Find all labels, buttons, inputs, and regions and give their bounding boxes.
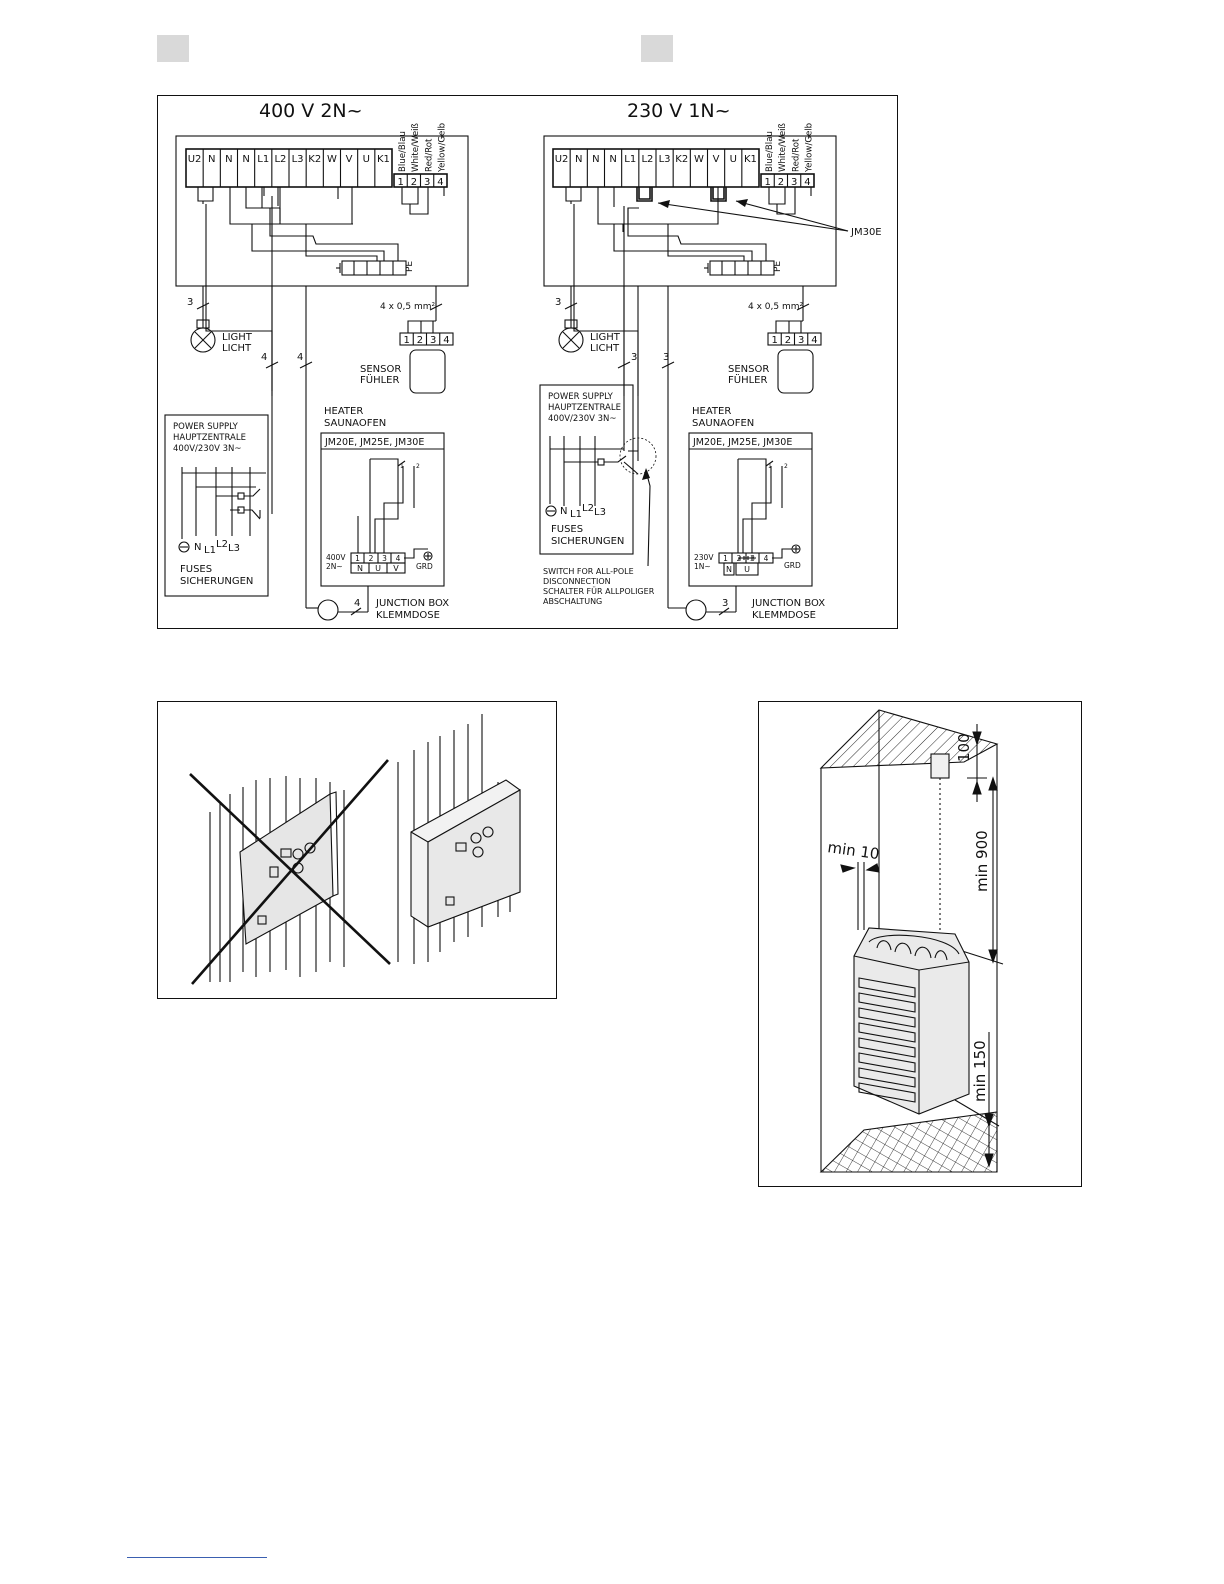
svg-text:HEATER: HEATER <box>692 406 732 417</box>
svg-text:LIGHT: LIGHT <box>590 332 620 343</box>
svg-text:N: N <box>194 542 202 553</box>
svg-text:FÜHLER: FÜHLER <box>728 375 768 386</box>
section-marker-left <box>157 35 189 62</box>
svg-text:2N~: 2N~ <box>326 562 343 571</box>
terminal-label: V <box>345 154 353 165</box>
svg-text:SENSOR: SENSOR <box>360 364 402 375</box>
svg-text:4 x 0,5 mm²: 4 x 0,5 mm² <box>380 302 436 312</box>
small-terminal-label: 2 <box>416 335 424 346</box>
small-terminal-label: 4 <box>811 335 818 346</box>
svg-text:POWER SUPPLY: POWER SUPPLY <box>173 422 238 432</box>
terminal-label: K2 <box>308 154 322 165</box>
svg-text:4: 4 <box>297 352 304 363</box>
small-terminal-label: 3 <box>797 335 805 346</box>
terminal-label: L1 <box>624 154 637 165</box>
terminal-label: U2 <box>554 154 569 165</box>
svg-text:HAUPTZENTRALE: HAUPTZENTRALE <box>173 433 246 443</box>
wiring-400v <box>165 100 468 621</box>
svg-text:SCHALTER FÜR ALLPOLIGER: SCHALTER FÜR ALLPOLIGER <box>543 587 655 596</box>
terminal-label: W <box>326 154 337 165</box>
svg-text:2: 2 <box>416 463 420 470</box>
heater-terminal-label: 1 <box>355 554 360 563</box>
terminal-label: K1 <box>376 154 390 165</box>
terminal-label: L1 <box>257 154 270 165</box>
wire-color-label: Yellow/Gelb <box>437 122 448 172</box>
svg-text:400V: 400V <box>326 553 346 562</box>
small-terminal-label: 1 <box>397 177 404 188</box>
left-pe-block <box>336 261 415 275</box>
svg-text:HAUPTZENTRALE: HAUPTZENTRALE <box>548 403 621 413</box>
right-pe-block <box>704 261 783 275</box>
svg-text:JUNCTION BOX: JUNCTION BOX <box>376 598 450 609</box>
svg-text:3: 3 <box>722 598 729 609</box>
right-junction-box <box>686 600 706 620</box>
heater-terminal-label: 4 <box>763 554 769 563</box>
heater-terminal-label: 1 <box>723 554 728 563</box>
svg-text:1: 1 <box>768 463 772 470</box>
svg-text:KLEMMDOSE: KLEMMDOSE <box>376 610 440 621</box>
small-terminal-label: 1 <box>403 335 410 346</box>
small-terminal-label: 4 <box>437 177 444 188</box>
right-title: 230 V 1N~ <box>627 100 731 122</box>
svg-text:4: 4 <box>354 598 361 609</box>
terminal-label: L2 <box>274 154 287 165</box>
svg-text:400V/230V 3N~: 400V/230V 3N~ <box>173 444 242 454</box>
svg-text:DISCONNECTION: DISCONNECTION <box>543 577 611 586</box>
svg-text:GRD: GRD <box>416 562 433 571</box>
terminal-label: N <box>208 154 216 165</box>
jumper-label: JM30E <box>851 227 882 238</box>
small-terminal-label: 1 <box>771 335 778 346</box>
svg-text:KLEMMDOSE: KLEMMDOSE <box>752 610 816 621</box>
small-terminal-label: 2 <box>777 177 785 188</box>
heater-terminal-label: 3 <box>750 554 755 563</box>
svg-text:PE: PE <box>405 260 415 272</box>
terminal-label: K1 <box>743 154 757 165</box>
svg-text:N: N <box>560 506 568 517</box>
terminal-label: N <box>225 154 233 165</box>
svg-text:SAUNAOFEN: SAUNAOFEN <box>692 418 755 429</box>
small-terminal-label: 3 <box>423 177 431 188</box>
svg-text:LIGHT: LIGHT <box>222 332 252 343</box>
svg-text:SENSOR: SENSOR <box>728 364 770 375</box>
svg-text:3: 3 <box>663 352 670 363</box>
terminal-label: N <box>242 154 250 165</box>
svg-text:L2: L2 <box>216 539 228 550</box>
svg-text:L1: L1 <box>204 545 216 556</box>
terminal-label: K2 <box>675 154 689 165</box>
svg-text:SAUNAOFEN: SAUNAOFEN <box>324 418 387 429</box>
svg-text:2: 2 <box>784 463 788 470</box>
svg-text:SICHERUNGEN: SICHERUNGEN <box>180 576 254 587</box>
svg-text:400V/230V 3N~: 400V/230V 3N~ <box>548 414 617 424</box>
small-terminal-label: 4 <box>804 177 811 188</box>
small-terminal-label: 2 <box>410 177 418 188</box>
svg-text:ABSCHALTUNG: ABSCHALTUNG <box>543 597 603 606</box>
svg-text:JM20E, JM25E, JM30E: JM20E, JM25E, JM30E <box>693 437 793 448</box>
heater-terminal-label: U <box>744 565 750 574</box>
wire-color-label: White/Weiß <box>411 123 422 172</box>
svg-text:FUSES: FUSES <box>180 564 213 575</box>
terminal-label: L2 <box>641 154 654 165</box>
small-terminal-label: 2 <box>784 335 792 346</box>
svg-text:HEATER: HEATER <box>324 406 364 417</box>
heater-terminal-label: 3 <box>382 554 387 563</box>
wire-color-label: Blue/Blau <box>765 131 775 172</box>
svg-text:GRD: GRD <box>784 561 801 570</box>
left-sensor-box <box>410 350 445 393</box>
svg-text:SWITCH FOR ALL-POLE: SWITCH FOR ALL-POLE <box>543 567 634 576</box>
heater-terminal-label: 4 <box>395 554 401 563</box>
footer-rule <box>127 1557 267 1558</box>
left-title: 400 V 2N~ <box>259 100 363 122</box>
mounting-illustration-panel <box>157 701 557 999</box>
svg-text:L3: L3 <box>594 507 606 518</box>
wiring-230v <box>540 100 882 621</box>
terminal-label: N <box>609 154 617 165</box>
terminal-label: L3 <box>658 154 671 165</box>
wire-color-label: Red/Rot <box>791 138 802 172</box>
wire-color-label: Yellow/Gelb <box>804 122 815 172</box>
svg-text:1N~: 1N~ <box>694 562 711 571</box>
heater-terminal-label: 2 <box>736 554 742 563</box>
svg-text:L2: L2 <box>582 503 594 514</box>
heater-terminal-label: V <box>393 564 399 573</box>
terminal-label: U <box>362 154 370 165</box>
small-terminal-label: 3 <box>790 177 798 188</box>
svg-text:3: 3 <box>555 297 562 308</box>
terminal-label: V <box>712 154 720 165</box>
svg-text:L3: L3 <box>228 543 240 554</box>
dim-min-floor: min 150 <box>971 1040 989 1102</box>
svg-text:JUNCTION BOX: JUNCTION BOX <box>752 598 826 609</box>
svg-text:4 x 0,5 mm²: 4 x 0,5 mm² <box>748 302 804 312</box>
dim-min-vertical: min 900 <box>973 830 991 892</box>
small-terminal-label: 3 <box>429 335 437 346</box>
floor <box>821 1112 997 1172</box>
heater-terminal-label: N <box>357 564 363 573</box>
svg-text:1: 1 <box>400 463 404 470</box>
small-terminal-label: 4 <box>443 335 450 346</box>
terminal-label: L3 <box>291 154 304 165</box>
sauna-heater <box>854 928 969 1114</box>
wiring-diagram-panel <box>157 95 898 629</box>
terminal-label: N <box>592 154 600 165</box>
section-marker-right <box>641 35 673 62</box>
svg-text:PE: PE <box>773 260 783 272</box>
terminal-label: U2 <box>187 154 202 165</box>
wire-color-label: White/Weiß <box>778 123 789 172</box>
left-junction-box <box>318 600 338 620</box>
svg-text:SICHERUNGEN: SICHERUNGEN <box>551 536 625 547</box>
svg-text:L1: L1 <box>570 509 582 520</box>
terminal-label: N <box>575 154 583 165</box>
switch-note <box>543 567 655 606</box>
svg-text:FÜHLER: FÜHLER <box>360 375 400 386</box>
heater-terminal-label: 2 <box>368 554 374 563</box>
svg-text:4: 4 <box>261 352 268 363</box>
control-unit <box>931 754 949 778</box>
terminal-label: U <box>729 154 737 165</box>
heater-terminal-label: N <box>726 565 732 574</box>
right-sensor-box <box>778 350 813 393</box>
svg-text:FUSES: FUSES <box>551 524 584 535</box>
small-terminal-label: 1 <box>764 177 771 188</box>
dim-min-side: min 10 <box>826 838 881 864</box>
heater-terminal-label: U <box>375 564 381 573</box>
svg-text:POWER SUPPLY: POWER SUPPLY <box>548 392 613 402</box>
left-light-count: 3 <box>187 297 194 308</box>
wire-color-label: Red/Rot <box>424 138 435 172</box>
svg-text:JM20E, JM25E, JM30E: JM20E, JM25E, JM30E <box>325 437 425 448</box>
svg-text:230V: 230V <box>694 553 714 562</box>
clearance-illustration-panel <box>758 701 1082 1187</box>
svg-text:LICHT: LICHT <box>222 343 252 354</box>
svg-text:3: 3 <box>631 352 638 363</box>
terminal-label: W <box>693 154 704 165</box>
svg-text:LICHT: LICHT <box>590 343 620 354</box>
dim-top-gap: 100 <box>955 733 973 762</box>
wire-color-label: Blue/Blau <box>398 131 408 172</box>
